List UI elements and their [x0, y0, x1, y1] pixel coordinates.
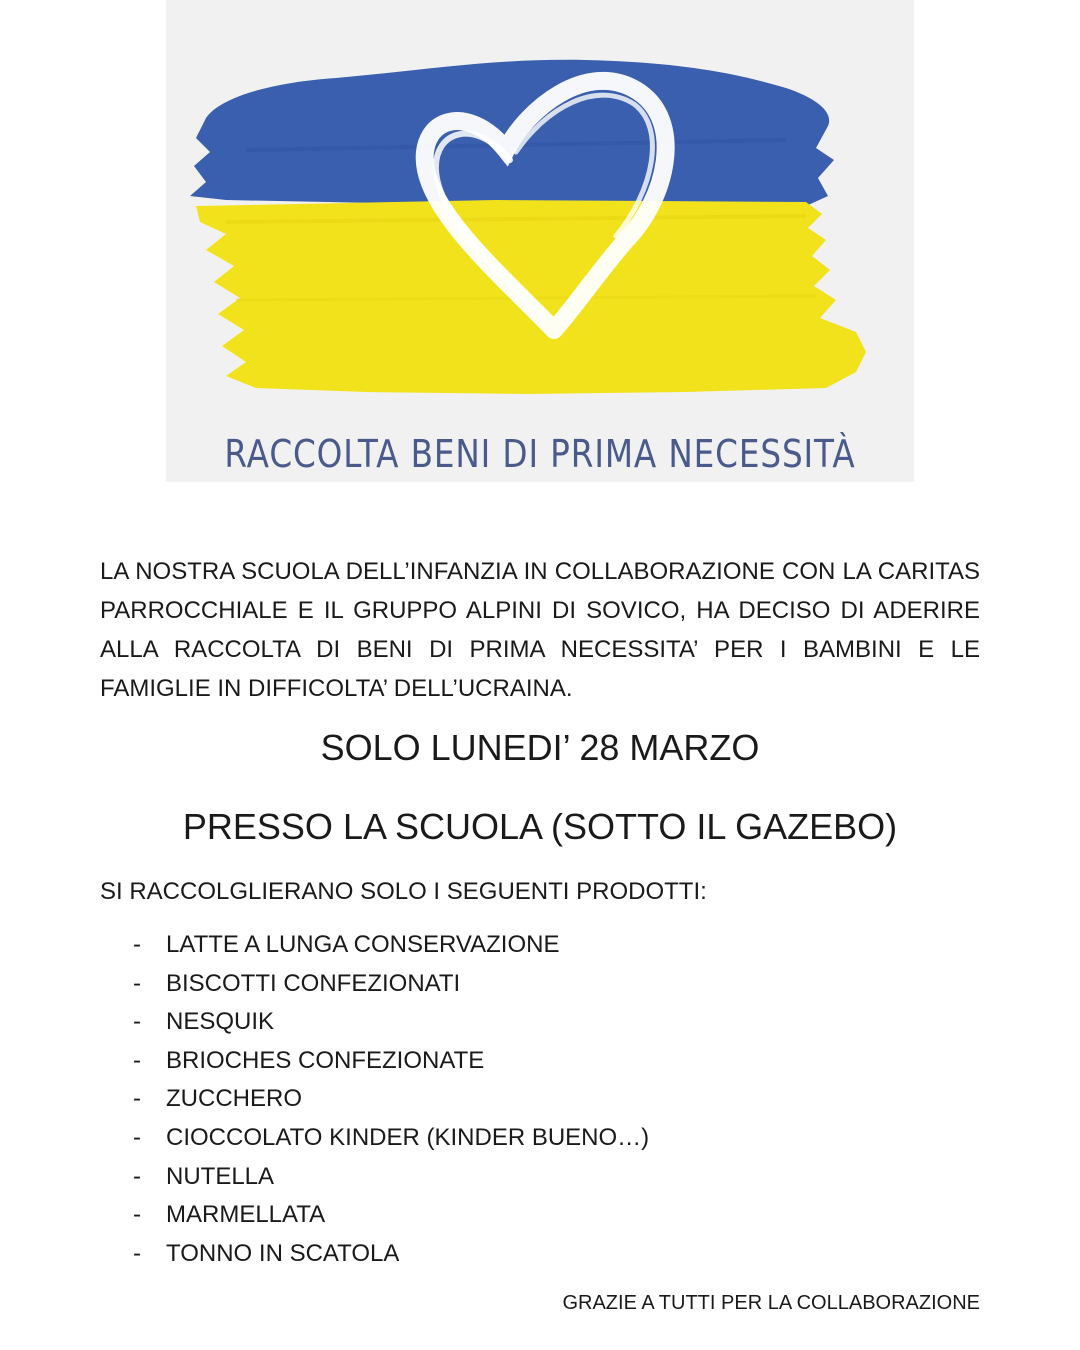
bullet-dash: -	[133, 931, 141, 958]
bullet-dash: -	[133, 1201, 141, 1229]
product-name: MARMELLATA	[166, 1201, 326, 1229]
thanks-note: GRAZIE A TUTTI PER LA COLLABORAZIONE	[562, 1292, 980, 1314]
banner-caption: RACCOLTA BENI DI PRIMA NECESSITÀ	[224, 432, 856, 476]
product-name: CIOCCOLATO KINDER (KINDER BUENO…)	[166, 1123, 650, 1151]
event-location: PRESSO LA SCUOLA (SOTTO IL GAZEBO)	[182, 806, 898, 847]
ukraine-banner	[166, 0, 914, 482]
list-item	[0, 1158, 1080, 1197]
list-item	[0, 1080, 1080, 1119]
products-heading: SI RACCOLGLIERANO SOLO I SEGUENTI PRODOTTI:	[100, 878, 707, 905]
list-item	[0, 1003, 1080, 1042]
bullet-dash: -	[133, 1008, 141, 1036]
bullet-dash: -	[133, 969, 141, 997]
bullet-dash: -	[133, 1046, 141, 1074]
bullet-dash: -	[133, 1123, 141, 1151]
list-item	[0, 926, 1080, 965]
bullet-dash: -	[133, 1239, 141, 1267]
product-name: NESQUIK	[166, 1008, 275, 1036]
intro-paragraph: LA NOSTRA SCUOLA DELL’INFANZIA IN COLLABORAZIONE CON LA CARITAS PARROCCHIALE E IL GRUPPO ALPINI DI SOVICO, HA DECISO DI ADERIRE ALLA RACCOLTA DI BENI DI PRIMA NECESSITA’ PER I BAMBINI E LE FAMIGLIE IN DIFFICOLTA’ DELL’UCRAINA.	[100, 558, 980, 702]
product-name: ZUCCHERO	[166, 1085, 302, 1113]
bullet-dash: -	[133, 1162, 141, 1190]
ukraine-flag-brushstroke-image	[166, 0, 914, 482]
list-item	[0, 1119, 1080, 1158]
product-name: LATTE A LUNGA CONSERVAZIONE	[166, 931, 560, 958]
product-name: BRIOCHES CONFEZIONATE	[166, 1046, 485, 1074]
list-item	[0, 965, 1080, 1004]
products-list	[0, 926, 1080, 1273]
product-name: BISCOTTI CONFEZIONATI	[166, 969, 461, 997]
product-name: TONNO IN SCATOLA	[166, 1239, 400, 1267]
product-name: NUTELLA	[166, 1162, 275, 1190]
list-item	[0, 1235, 1080, 1274]
list-item	[0, 1042, 1080, 1081]
list-item	[0, 1196, 1080, 1235]
bullet-dash: -	[133, 1085, 141, 1113]
event-date: SOLO LUNEDI’ 28 MARZO	[320, 727, 760, 768]
